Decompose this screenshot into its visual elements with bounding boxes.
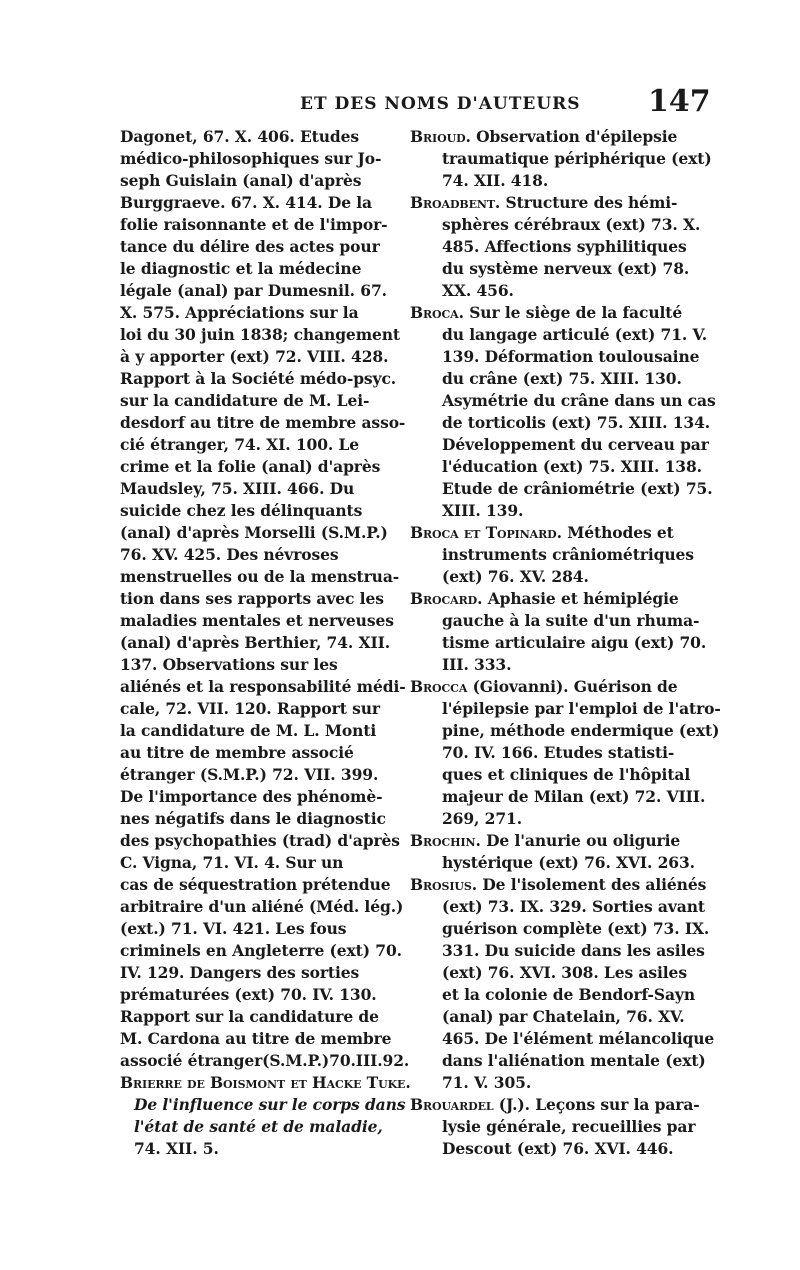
text-line: De l'importance des phénomè-: [120, 787, 383, 806]
text-line: 485. Affections syphilitiques: [442, 237, 687, 256]
text-line: menstruelles ou de la menstrua-: [120, 567, 400, 586]
text-line: majeur de Milan (ext) 72. VIII.: [442, 787, 706, 806]
left-column: [120, 126, 411, 1160]
entry-dagonet: [120, 126, 410, 1072]
index-entry: [410, 302, 716, 522]
text-line: du langage articulé (ext) 71. V.: [442, 325, 707, 344]
entry-head: Brocca: [410, 677, 468, 696]
text-line: prématurées (ext) 70. IV. 130.: [120, 985, 377, 1004]
text-line: (ext) 76. XV. 284.: [442, 567, 589, 586]
text-line: tion dans ses rapports avec les: [120, 589, 384, 608]
text-line: criminels en Angleterre (ext) 70.: [120, 941, 402, 960]
entry-title-line: l'état de santé et de maladie,: [134, 1117, 383, 1136]
text-line: (anal) d'après Berthier, 74. XII.: [120, 633, 391, 652]
text-line: [410, 874, 707, 896]
text-line: folie raisonnante et de l'impor-: [120, 215, 388, 234]
index-entry: [410, 830, 695, 874]
text-line: (ext) 73. IX. 329. Sorties avant: [442, 897, 705, 916]
text-line: 465. De l'élément mélancolique: [442, 1029, 715, 1048]
entry-head: Brouardel (J.).: [410, 1095, 530, 1114]
text-line: 70. IV. 166. Etudes statisti-: [442, 743, 675, 762]
text-line: (ext.) 71. VI. 421. Les fous: [120, 919, 347, 938]
entry-reference: 74. XII. 5.: [134, 1139, 219, 1158]
text-line: (anal) d'après Morselli (S.M.P.): [120, 523, 388, 542]
text-line: IV. 129. Dangers des sorties: [120, 963, 360, 982]
text-line: [410, 302, 683, 324]
text-line: dans l'aliénation mentale (ext): [442, 1051, 706, 1070]
index-entry: [410, 1094, 700, 1160]
text-line: de torticolis (ext) 75. XIII. 134.: [442, 413, 711, 432]
running-head: ET DES NOMS D'AUTEURS: [300, 94, 581, 114]
text-line: X. 575. Appréciations sur la: [120, 303, 359, 322]
text-line: [410, 588, 679, 610]
text-line: du crâne (ext) 75. XIII. 130.: [442, 369, 682, 388]
text-line: au titre de membre associé: [120, 743, 354, 762]
entry-head: Broca et Topinard.: [410, 523, 562, 542]
text-line: sur la candidature de M. Lei-: [120, 391, 370, 410]
text-line: du système nerveux (ext) 78.: [442, 259, 690, 278]
text-line: guérison complète (ext) 73. IX.: [442, 919, 710, 938]
text-line: (anal) par Chatelain, 76. XV.: [442, 1007, 685, 1026]
text-line: et la colonie de Bendorf-Sayn: [442, 985, 695, 1004]
text-line: Développement du cerveau par: [442, 435, 709, 454]
entry-text: (Giovanni). Guérison de: [472, 677, 678, 696]
index-entry: [410, 192, 701, 302]
text-line: hystérique (ext) 76. XVI. 263.: [442, 853, 695, 872]
entry-head: Broadbent.: [410, 193, 501, 212]
text-line: Rapport sur la candidature de: [120, 1007, 379, 1026]
index-entry: [410, 126, 712, 192]
text-line: 76. XV. 425. Des névroses: [120, 545, 339, 564]
entry-head: Brosius.: [410, 875, 478, 894]
entry-text: Observation d'épilepsie: [476, 127, 678, 146]
text-line: ques et cliniques de l'hôpital: [442, 765, 691, 784]
entry-head: Brierre de Boismont et Hacke Tuke.: [120, 1073, 411, 1092]
text-line: Asymétrie du crâne dans un cas: [442, 391, 716, 410]
text-line: M. Cardona au titre de membre: [120, 1029, 392, 1048]
text-line: maladies mentales et nerveuses: [120, 611, 394, 630]
text-line: desdorf au titre de membre asso-: [120, 413, 406, 432]
entry-title-line: De l'influence sur le corps dans: [134, 1095, 406, 1114]
text-line: [410, 830, 681, 852]
text-line: traumatique périphérique (ext): [442, 149, 712, 168]
text-line: cale, 72. VII. 120. Rapport sur: [120, 699, 380, 718]
text-line: pine, méthode endermique (ext): [442, 721, 720, 740]
text-line: cié étranger, 74. XI. 100. Le: [120, 435, 360, 454]
text-line: 269, 271.: [442, 809, 522, 828]
text-line: le diagnostic et la médecine: [120, 259, 362, 278]
text-line: seph Guislain (anal) d'après: [120, 171, 362, 190]
text-line: aliénés et la responsabilité médi-: [120, 677, 406, 696]
text-line: [410, 192, 678, 214]
entry-text: De l'isolement des aliénés: [482, 875, 707, 894]
index-entry: [410, 588, 707, 676]
text-line: associé étranger(S.M.P.)70.III.92.: [120, 1051, 410, 1070]
text-line: 139. Déformation toulousaine: [442, 347, 700, 366]
text-line: XX. 456.: [442, 281, 514, 300]
text-line: des psychopathies (trad) d'après: [120, 831, 400, 850]
text-line: tance du délire des actes pour: [120, 237, 380, 256]
text-line: arbitraire d'un aliéné (Méd. lég.): [120, 897, 404, 916]
index-entry: [410, 522, 694, 588]
entry-text: Leçons sur la para-: [535, 1095, 700, 1114]
text-line: Rapport à la Société médo-psyc.: [120, 369, 397, 388]
page-number: 147: [648, 84, 711, 119]
text-line: 331. Du suicide dans les asiles: [442, 941, 705, 960]
text-line: sphères cérébraux (ext) 73. X.: [442, 215, 701, 234]
entry-text: De l'anurie ou oligurie: [486, 831, 681, 850]
text-line: Burggraeve. 67. X. 414. De la: [120, 193, 373, 212]
text-line: Maudsley, 75. XIII. 466. Du: [120, 479, 355, 498]
index-entry: [410, 874, 715, 1094]
text-line: à y apporter (ext) 72. VIII. 428.: [120, 347, 389, 366]
text-line: [410, 1094, 700, 1116]
right-column: [410, 126, 721, 1160]
text-line: gauche à la suite d'un rhuma-: [442, 611, 700, 630]
text-line: [410, 126, 678, 148]
entry-text: Structure des hémi-: [505, 193, 678, 212]
text-line: médico-philosophiques sur Jo-: [120, 149, 382, 168]
text-line: crime et la folie (anal) d'après: [120, 457, 381, 476]
text-line: Dagonet, 67. X. 406. Etudes: [120, 127, 360, 146]
text-line: C. Vigna, 71. VI. 4. Sur un: [120, 853, 344, 872]
entry-head: Brochin.: [410, 831, 481, 850]
text-line: étranger (S.M.P.) 72. VII. 399.: [120, 765, 379, 784]
text-line: Descout (ext) 76. XVI. 446.: [442, 1139, 674, 1158]
text-line: nes négatifs dans le diagnostic: [120, 809, 386, 828]
text-line: 74. XII. 418.: [442, 171, 549, 190]
text-line: l'éducation (ext) 75. XIII. 138.: [442, 457, 702, 476]
entry-text: Aphasie et hémiplégie: [487, 589, 679, 608]
entry-text: Sur le siège de la faculté: [469, 303, 683, 322]
text-line: 71. V. 305.: [442, 1073, 532, 1092]
text-line: la candidature de M. L. Monti: [120, 721, 377, 740]
entry-head: Brioud.: [410, 127, 471, 146]
text-line: cas de séquestration prétendue: [120, 875, 391, 894]
text-line: suicide chez les délinquants: [120, 501, 363, 520]
text-line: III. 333.: [442, 655, 512, 674]
text-line: tisme articulaire aigu (ext) 70.: [442, 633, 707, 652]
text-line: XIII. 139.: [442, 501, 524, 520]
text-line: Etude de crâniométrie (ext) 75.: [442, 479, 713, 498]
entry-brierre-de-boismont: [120, 1072, 411, 1160]
text-line: (ext) 76. XVI. 308. Les asiles: [442, 963, 687, 982]
entry-head: Brocard.: [410, 589, 483, 608]
text-line: 137. Observations sur les: [120, 655, 338, 674]
entry-text: Méthodes et: [567, 523, 674, 542]
text-line: [410, 522, 678, 544]
index-entry: [410, 676, 721, 830]
text-line: instruments crâniométriques: [442, 545, 694, 564]
entry-head: Broca.: [410, 303, 464, 322]
text-line: l'épilepsie par l'emploi de l'atro-: [442, 699, 721, 718]
text-line: [410, 676, 678, 698]
text-line: loi du 30 juin 1838; changement: [120, 325, 400, 344]
text-line: lysie générale, recueillies par: [442, 1117, 696, 1136]
text-line: légale (anal) par Dumesnil. 67.: [120, 281, 387, 300]
